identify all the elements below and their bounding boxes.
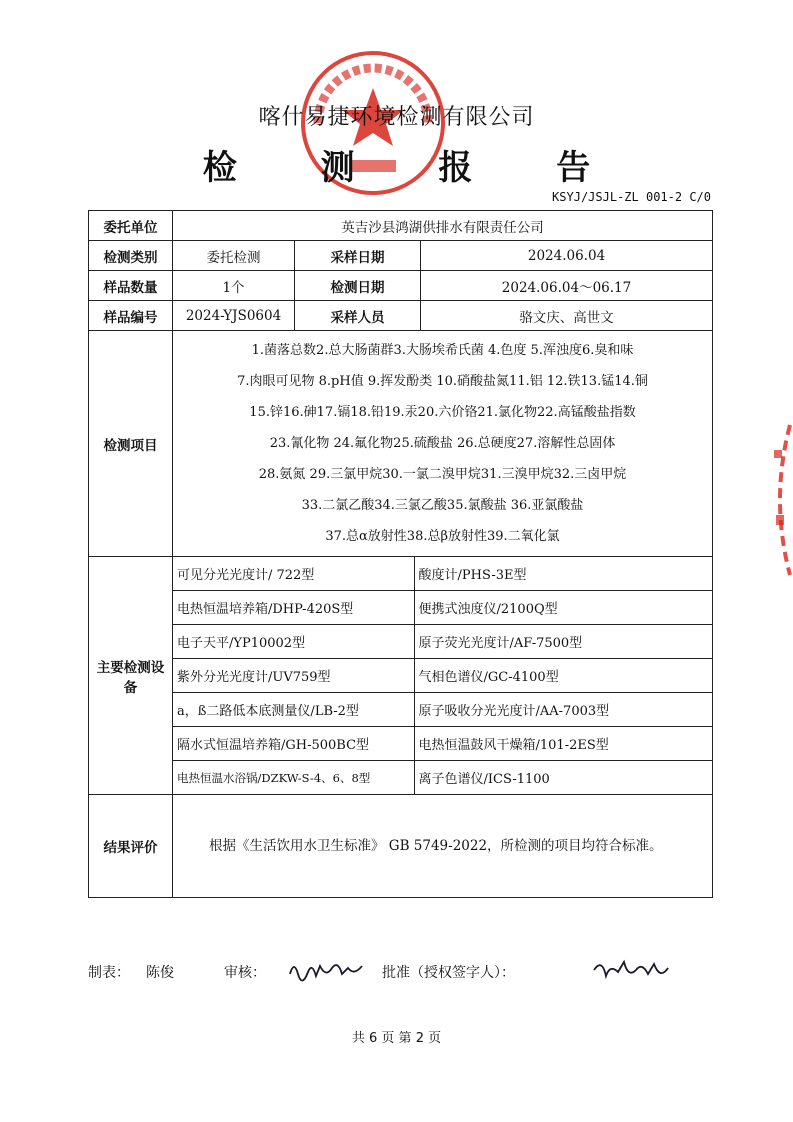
equipment-row (173, 557, 713, 591)
test-items-line: 1.菌落总数2.总大肠菌群3.大肠埃希氏菌 4.色度 5.浑浊度6.臭和味 (251, 343, 634, 358)
equipment-list (173, 557, 713, 795)
items-label: 检测项目 (89, 331, 173, 557)
conclusion-text: 根据《生活饮用水卫生标准》 GB 5749-2022，所检测的项目均符合标准。 (209, 838, 663, 854)
equipment-row (173, 693, 713, 727)
sampler-value: 骆文庆、高世文 (421, 301, 713, 331)
reviewer-signature (286, 954, 366, 984)
equipment-item: 电热恒温水浴锅/DZKW-S-4、6、8型 (173, 761, 414, 795)
sampling-date-label: 采样日期 (295, 241, 421, 271)
conclusion-label: 结果评价 (89, 795, 173, 898)
test-items-line: 33.二氯乙酸34.三氯乙酸35.氯酸盐 36.亚氯酸盐 (301, 498, 584, 513)
equipment-item: 紫外分光光度计/UV759型 (173, 659, 414, 693)
equipment-item: 气相色谱仪/GC-4100型 (414, 659, 713, 693)
equipment-row (173, 591, 713, 625)
equipment-label: 主要检测设备 (89, 557, 173, 795)
sample-no-label: 样品编号 (89, 301, 173, 331)
prepared-name: 陈俊 (146, 965, 174, 981)
approve-label: 批准（授权签字人）： (382, 965, 515, 981)
review-label: 审核： (224, 965, 266, 981)
equipment-item: a，ß二路低本底测量仪/LB-2型 (173, 693, 414, 727)
type-label: 检测类别 (89, 241, 173, 271)
quantity-label: 样品数量 (89, 271, 173, 301)
test-items-line: 23.氰化物 24.氟化物25.硫酸盐 26.总硬度27.溶解性总固体 (269, 436, 616, 451)
report-table (88, 210, 713, 898)
equipment-item: 便携式浊度仪/2100Q型 (414, 591, 713, 625)
type-value: 委托检测 (173, 241, 295, 271)
equipment-item: 电热恒温培养箱/DHP-420S型 (173, 591, 414, 625)
test-items (173, 331, 713, 557)
equipment-item: 隔水式恒温培养箱/GH-500BC型 (173, 727, 414, 761)
quantity-value: 1个 (173, 271, 295, 301)
test-items-line: 7.肉眼可见物 8.pH值 9.挥发酚类 10.硝酸盐氮11.铝 12.铁13.锰14.铜 (237, 374, 648, 389)
company-name: 喀什易捷环境检测有限公司 (258, 105, 535, 130)
signature-row (88, 958, 712, 988)
test-items-line: 15.锌16.砷17.镉18.铅19.汞20.六价铬21.氯化物22.高锰酸盐指数 (249, 405, 636, 420)
test-date-label: 检测日期 (295, 271, 421, 301)
conclusion-cell (173, 795, 713, 898)
test-items-line: 37.总α放射性38.总β放射性39.二氧化氯 (325, 529, 560, 544)
equipment-item: 可见分光光度计/ 722型 (173, 557, 414, 591)
equipment-row (173, 625, 713, 659)
equipment-item: 原子荧光光度计/AF-7500型 (414, 625, 713, 659)
equipment-row (173, 727, 713, 761)
equipment-item: 电热恒温鼓风干燥箱/101-2ES型 (414, 727, 713, 761)
report-title: 检 测 报 告 (202, 148, 627, 188)
equipment-row (173, 761, 713, 795)
sampling-date-value: 2024.06.04 (421, 241, 713, 271)
client-label: 委托单位 (89, 211, 173, 241)
sample-no-value: 2024-YJS0604 (173, 301, 295, 331)
approver-signature (588, 954, 672, 984)
document-code: KSYJ/JSJL-ZL 001-2 C/0 (552, 190, 711, 204)
equipment-item: 离子色谱仪/ICS-1100 (414, 761, 713, 795)
test-date-value: 2024.06.04～06.17 (421, 271, 713, 301)
equipment-item: 原子吸收分光光度计/AA-7003型 (414, 693, 713, 727)
test-items-line: 28.氨氮 29.三氯甲烷30.一氯二溴甲烷31.三溴甲烷32.三卤甲烷 (258, 467, 627, 482)
sampler-label: 采样人员 (295, 301, 421, 331)
client-value: 英吉沙县鸿湖供排水有限责任公司 (173, 211, 713, 241)
edge-seal-mark (762, 420, 793, 580)
equipment-row (173, 659, 713, 693)
equipment-item: 电子天平/YP10002型 (173, 625, 414, 659)
prepared-label: 制表： (88, 965, 130, 981)
page-footer: 共 6 页 第 2 页 (351, 1031, 442, 1046)
equipment-item: 酸度计/PHS-3E型 (414, 557, 713, 591)
